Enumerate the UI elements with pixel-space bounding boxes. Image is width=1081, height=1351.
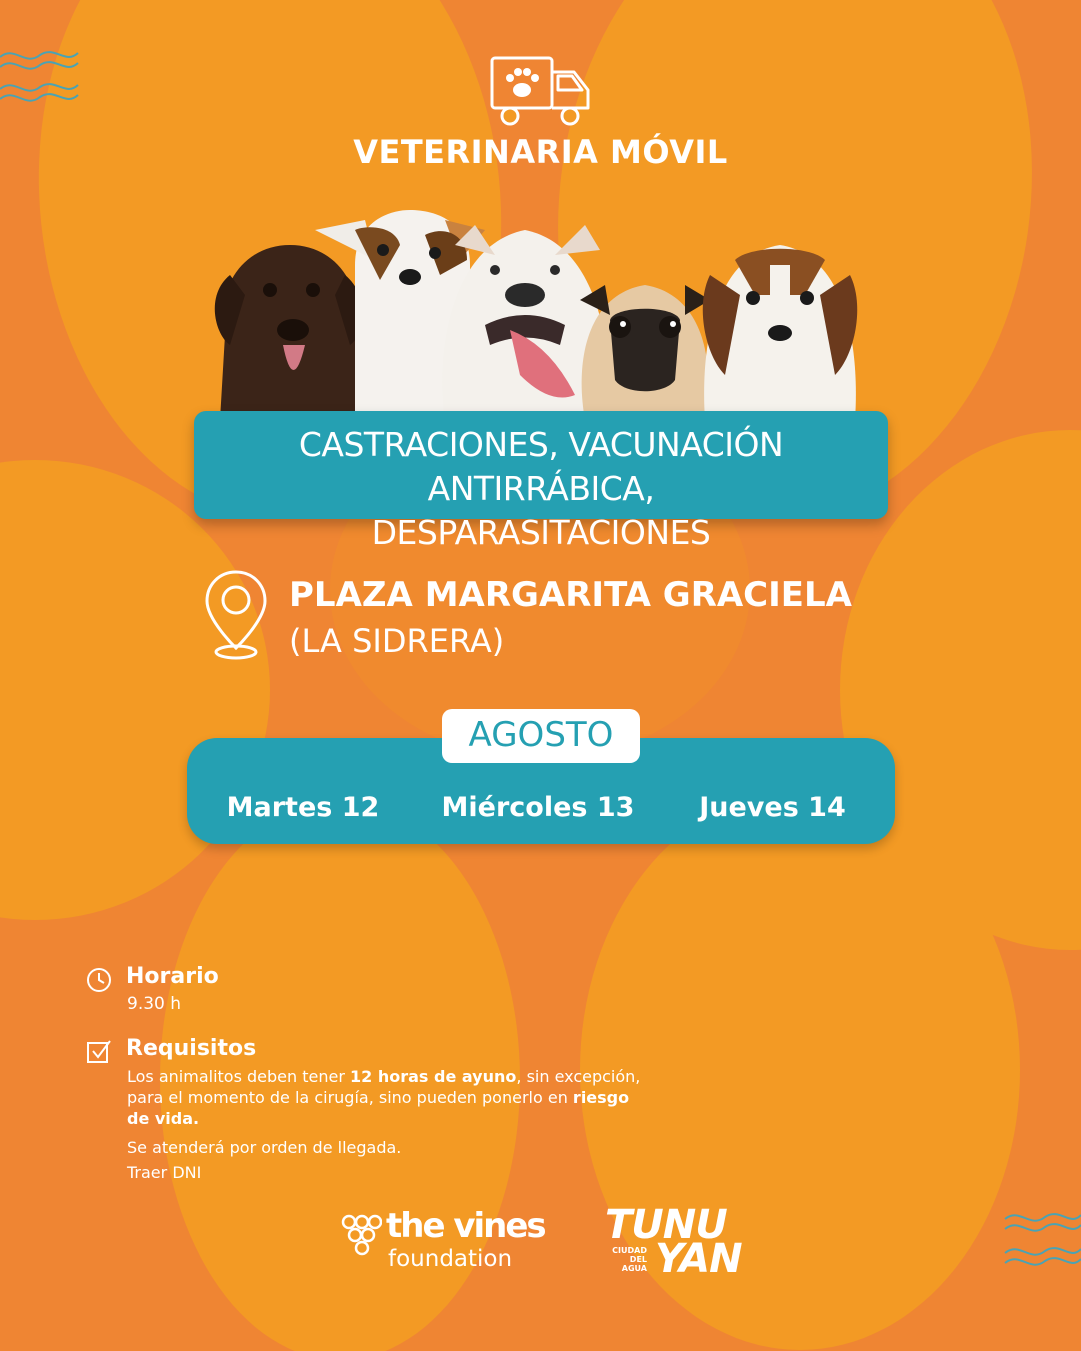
location-name: PLAZA MARGARITA GRACIELA — [289, 575, 852, 615]
dog-chocolate-lab — [215, 245, 365, 420]
services-line: DESPARASITACIONES — [371, 513, 711, 552]
services-line: CASTRACIONES, VACUNACIÓN ANTIRRÁBICA, — [298, 425, 784, 508]
tunu-small-text: CIUDAD DEL AGUA — [612, 1246, 647, 1273]
requirements-label: Requisitos — [126, 1036, 257, 1061]
date-item: Jueves 14 — [699, 792, 846, 823]
tunu-text: TUNU — [605, 1202, 727, 1248]
services-banner — [194, 411, 888, 552]
dog-pug — [580, 285, 710, 420]
location-alias: (LA SIDRERA) — [289, 622, 505, 660]
date-item: Martes 12 — [226, 792, 380, 823]
dog-beagle — [703, 245, 857, 420]
dogs-photo — [205, 205, 865, 420]
grape-icon — [340, 1212, 382, 1268]
yan-text: YAN — [655, 1236, 742, 1282]
vet-truck-icon — [488, 54, 594, 130]
location-pin-icon — [203, 568, 269, 662]
wave-decoration-icon — [1000, 1205, 1081, 1290]
date-item: Miércoles 13 — [441, 792, 635, 823]
page-title: VETERINARIA MÓVIL — [353, 133, 728, 171]
requirements-text: Los animalitos deben tener 12 horas de ayuno, sin excepción, para el momento de la cirugía, sino pueden ponerlo en riesgo de vida. Se atenderá por orden de llegada. Traer DNI — [127, 1066, 747, 1183]
checkbox-icon — [85, 1038, 113, 1066]
vines-subtitle: foundation — [388, 1246, 513, 1272]
wave-decoration-icon — [0, 45, 80, 120]
requirements-note: Traer DNI — [127, 1163, 202, 1182]
hours-value: 9.30 h — [127, 994, 182, 1014]
hours-label: Horario — [126, 964, 219, 989]
vines-title: the vines — [386, 1206, 545, 1246]
month-badge: AGOSTO — [442, 709, 640, 763]
clock-icon — [85, 966, 113, 994]
requirements-note: Se atenderá por orden de llegada. — [127, 1138, 402, 1157]
